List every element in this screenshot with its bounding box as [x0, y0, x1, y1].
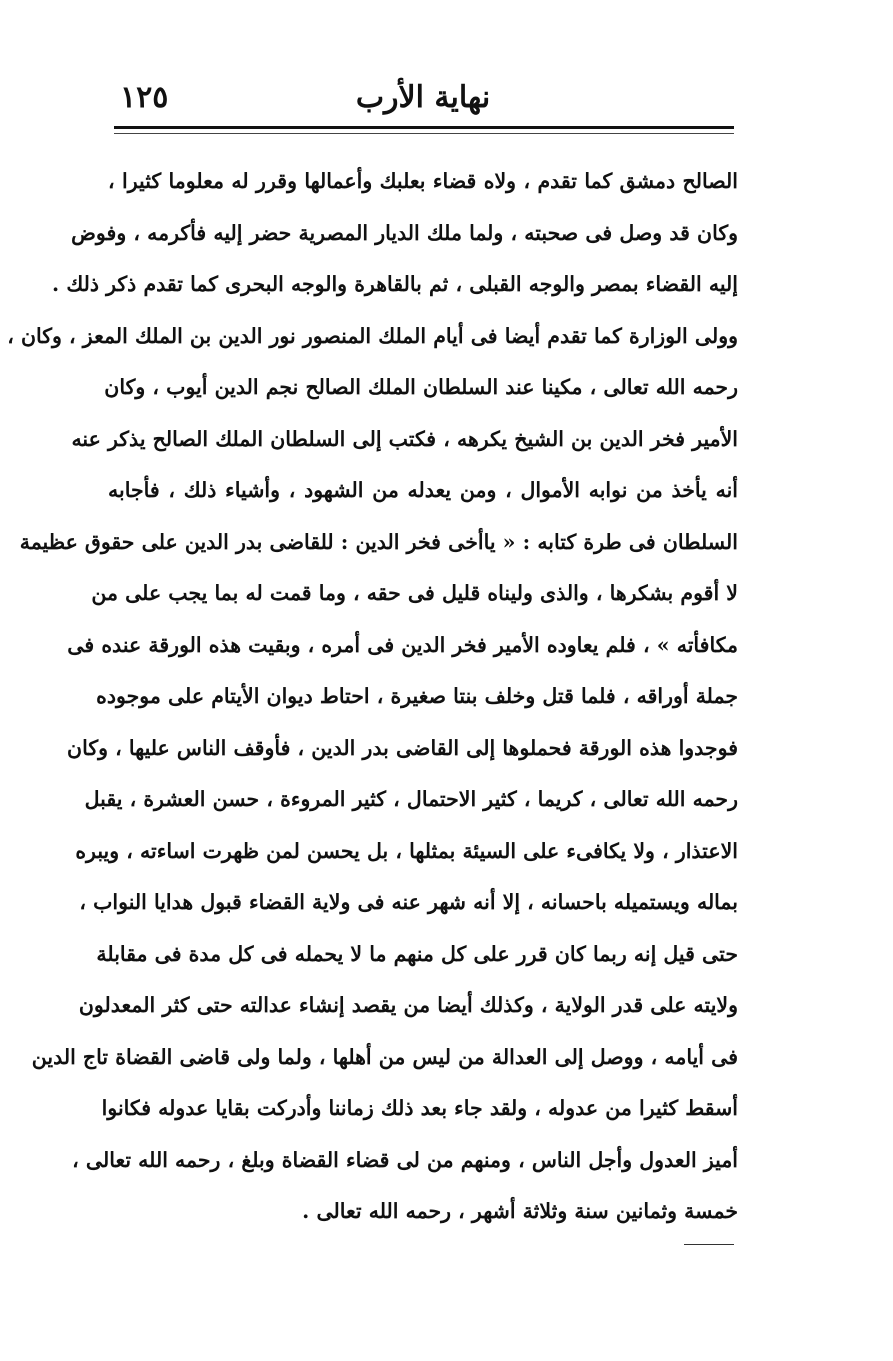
text-line: أنه يأخذ من نوابه الأموال ، ومن يعدله من الشهود ، وأشياء ذلك ، فأجابه	[108, 478, 738, 502]
text-line: إليه القضاء بمصر والوجه القبلى ، ثم بالقاهرة والوجه البحرى كما تقدم ذكر ذلك .	[52, 272, 738, 296]
text-line: بماله ويستميله باحسانه ، إلا أنه شهر عنه فى ولاية القضاء قبول هدايا النواب ،	[79, 890, 738, 914]
page-number: ١٢٥	[120, 80, 169, 115]
running-title: نهاية الأرب	[355, 80, 491, 115]
text-line: جملة أوراقه ، فلما قتل وخلف بنتا صغيرة ، احتاط ديوان الأيتام على موجوده	[96, 684, 738, 708]
text-line: حتى قيل إنه ربما كان قرر على كل منهم ما لا يحمله فى كل مدة فى مقابلة	[96, 941, 738, 966]
text-line: أسقط كثيرا من عدوله ، ولقد جاء بعد ذلك زماننا وأدركت بقايا عدوله فكانوا	[101, 1096, 738, 1120]
text-line-last: خمسة وثمانين سنة وثلاثة أشهر ، رحمه الله تعالى .	[302, 1199, 738, 1223]
body-text	[7, 156, 738, 1238]
text-line: الأمير فخر الدين بن الشيخ يكرهه ، فكتب إلى السلطان الملك الصالح يذكر عنه	[71, 426, 738, 451]
text-line: وولى الوزارة كما تقدم أيضا فى أيام الملك المنصور نور الدين بن الملك المعز ، وكان ،	[7, 323, 738, 348]
text-line: مكافأته » ، فلم يعاوده الأمير فخر الدين فى أمره ، وبقيت هذه الورقة عنده فى	[67, 632, 738, 657]
text-line: لا أقوم بشكرها ، والذى وليناه قليل فى حقه ، وما قمت له بما يجب على من	[91, 581, 738, 605]
end-rule	[684, 1244, 734, 1245]
text-line: أميز العدول وأجل الناس ، ومنهم من لى قضاء القضاة وبلغ ، رحمه الله تعالى ،	[72, 1147, 738, 1172]
header-rule	[114, 126, 734, 129]
text-line: ولايته على قدر الولاية ، وكذلك أيضا من يقصد إنشاء عدالته حتى كثر المعدلون	[78, 993, 738, 1017]
text-line: فوجدوا هذه الورقة فحملوها إلى القاضى بدر الدين ، فأوقف الناس عليها ، وكان	[67, 735, 738, 760]
text-line: الصالح دمشق كما تقدم ، ولاه قضاء بعلبك وأعمالها وقرر له معلوما كثيرا ،	[108, 169, 738, 193]
header-rule-thin	[114, 133, 734, 134]
text-line: رحمه الله تعالى ، مكينا عند السلطان الملك الصالح نجم الدين أيوب ، وكان	[104, 375, 738, 399]
page-header	[112, 78, 734, 124]
text-line: وكان قد وصل فى صحبته ، ولما ملك الديار المصرية حضر إليه فأكرمه ، وفوض	[71, 220, 738, 245]
text-line: فى أيامه ، ووصل إلى العدالة من ليس من أهلها ، ولما ولى قاضى القضاة تاج الدين	[31, 1044, 738, 1069]
text-line: الاعتذار ، ولا يكافىء على السيئة بمثلها ، بل يحسن لمن ظهرت اساءته ، ويبره	[75, 838, 738, 863]
text-line: رحمه الله تعالى ، كريما ، كثير الاحتمال ، كثير المروءة ، حسن العشرة ، يقبل	[84, 787, 738, 811]
text-line: السلطان فى طرة كتابه : « ياأخى فخر الدين : للقاضى بدر الدين على حقوق عظيمة	[19, 529, 738, 554]
